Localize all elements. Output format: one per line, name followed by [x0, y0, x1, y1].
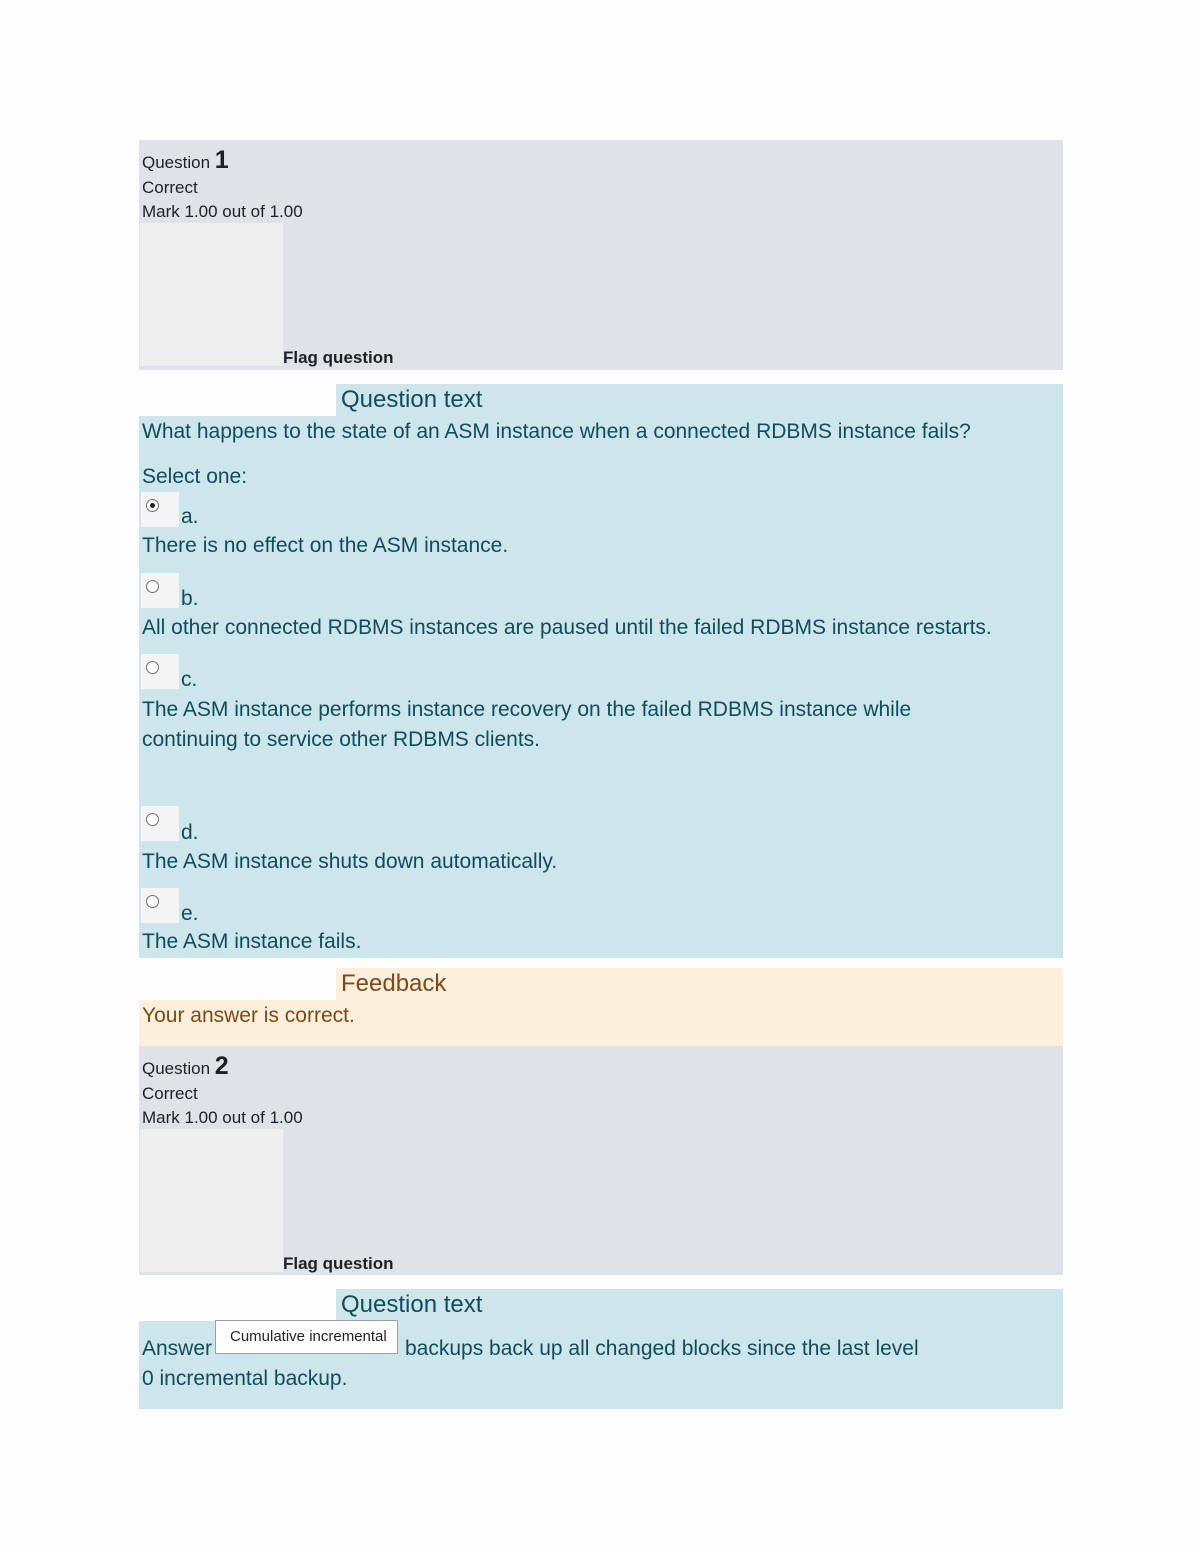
question-grade: Mark 1.00 out of 1.00	[142, 1108, 303, 1127]
option-e-radio[interactable]	[141, 888, 179, 923]
radio-unchecked-icon[interactable]	[146, 813, 159, 826]
radio-unchecked-icon[interactable]	[146, 895, 159, 908]
select-one-label: Select one:	[142, 465, 248, 488]
flag-icon[interactable]	[140, 1129, 283, 1272]
feedback-heading-label: Feedback	[341, 970, 447, 997]
option-c-radio[interactable]	[141, 654, 179, 689]
question-prompt: What happens to the state of an ASM instance when a connected RDBMS instance fails?	[142, 420, 971, 443]
radio-unchecked-icon[interactable]	[146, 661, 159, 674]
question-number-value: 1	[214, 146, 229, 174]
option-c-letter: c.	[181, 668, 198, 691]
option-e-letter: e.	[181, 902, 199, 925]
answer-sentence-line-2: 0 incremental backup.	[142, 1367, 348, 1390]
flag-question-link[interactable]: Flag question	[283, 348, 394, 367]
flag-icon[interactable]	[140, 223, 283, 366]
option-d-letter: d.	[181, 821, 199, 844]
option-c-text-line-1: The ASM instance performs instance recovery on the failed RDBMS instance while	[142, 698, 912, 721]
feedback-heading	[336, 968, 1063, 1000]
question-1-info	[139, 140, 1063, 370]
question-state: Correct	[142, 1084, 198, 1103]
question-number	[142, 146, 229, 175]
option-c-text-line-2: continuing to service other RDBMS clients.	[142, 728, 541, 751]
question-grade: Mark 1.00 out of 1.00	[142, 202, 303, 221]
option-b-letter: b.	[181, 587, 199, 610]
question-text-heading-label: Question text	[341, 386, 483, 413]
question-1-content	[139, 416, 1063, 958]
question-2-content	[139, 1289, 1063, 1409]
question-number	[142, 1052, 229, 1081]
feedback-box	[139, 1000, 1063, 1046]
option-b-text: All other connected RDBMS instances are paused until the failed RDBMS instance restarts.	[142, 616, 992, 639]
answer-sentence-line-1: backups back up all changed blocks since the last level	[405, 1337, 919, 1360]
radio-checked-icon[interactable]	[146, 499, 159, 512]
question-text-heading-label: Question text	[341, 1291, 483, 1318]
question-text-heading	[336, 384, 1063, 416]
flag-question-link[interactable]: Flag question	[283, 1254, 394, 1273]
option-a-letter: a.	[181, 505, 199, 528]
answer-input[interactable]: Cumulative incremental	[215, 1320, 398, 1354]
option-d-radio[interactable]	[141, 806, 179, 841]
option-a-text: There is no effect on the ASM instance.	[142, 534, 509, 557]
question-number-value: 2	[214, 1052, 229, 1080]
radio-unchecked-icon[interactable]	[146, 580, 159, 593]
question-label: Question	[142, 153, 211, 172]
answer-label: Answer	[142, 1337, 213, 1360]
question-state: Correct	[142, 178, 198, 197]
feedback-text: Your answer is correct.	[142, 1004, 355, 1027]
question-2-info	[139, 1046, 1063, 1275]
option-b-radio[interactable]	[141, 573, 179, 608]
question-label: Question	[142, 1059, 211, 1078]
option-a-radio[interactable]	[141, 492, 179, 527]
option-e-text: The ASM instance fails.	[142, 930, 362, 953]
option-d-text: The ASM instance shuts down automatically.	[142, 850, 558, 873]
